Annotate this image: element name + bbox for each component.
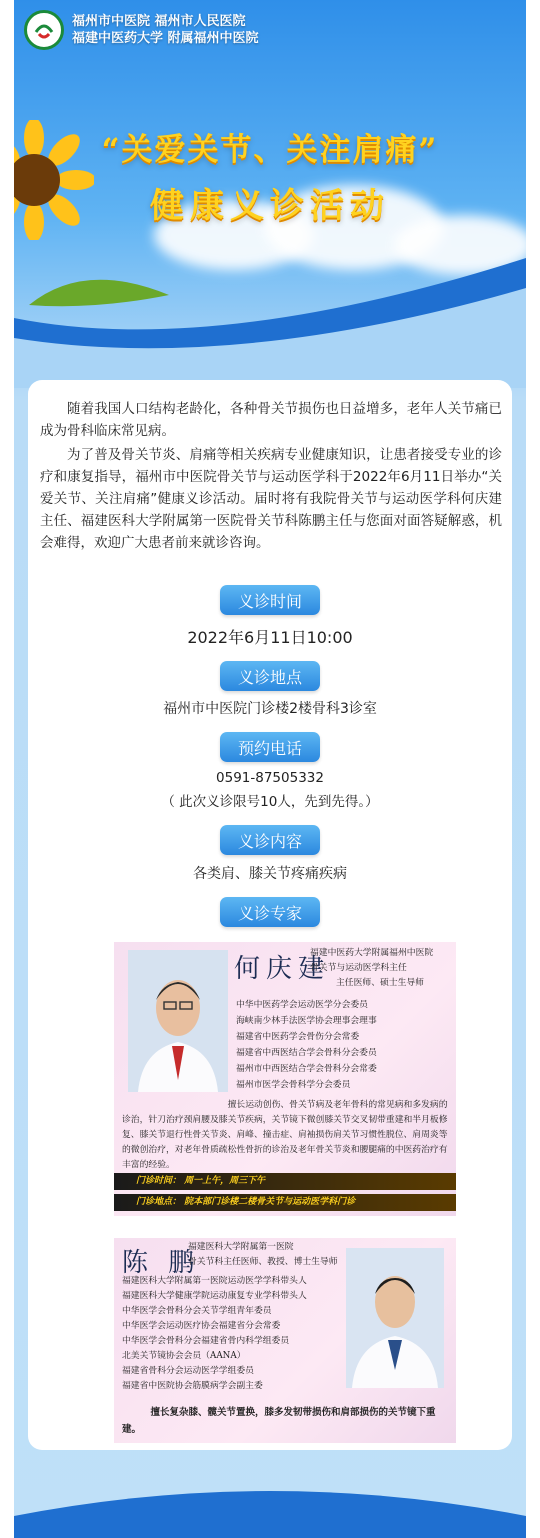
doctor-title: 主任医师、硕士生导师 [336, 978, 424, 988]
time-section-badge: 义诊时间 [220, 585, 320, 615]
doctor-affiliation: 福建中医药大学附属福州中医院 [310, 948, 434, 958]
intro-paragraph-2: 为了普及骨关节炎、肩痛等相关疾病专业健康知识，让患者接受专业的诊疗和康复指导，福州市中医院骨关节与运动医学科于2022年6月11日举办“关爱关节、关注肩痛”健康义诊活动。届时将有我院骨关节与运动医学科何庆建主任、福建医科大学附属第一医院骨关节科陈鹏主任与您面对面答疑解惑，机会难得，欢迎广大患者前来就诊咨询。 [40, 447, 502, 551]
doctor-photo-chen [346, 1248, 444, 1388]
hospital-name-line1: 福州市中医院 福州市人民医院 [72, 14, 246, 29]
phone-section-badge: 预约电话 [220, 732, 320, 762]
clinic-location-bar: 门诊地点： 院本部门诊楼二楼骨关节与运动医学科门诊 [114, 1194, 456, 1211]
phone-note: （ 此次义诊限号10人，先到先得。） [161, 794, 379, 810]
hospital-name-line2: 福建中医药大学 附属福州中医院 [72, 31, 259, 46]
intro-paragraph-1: 随着我国人口结构老龄化，各种骨关节损伤也日益增多，老年人关节痛已成为骨科临床常见病。 [40, 401, 502, 439]
doctor-role: 中华医学会骨科分会福建省骨内科学组委员 [122, 1336, 290, 1346]
doctor-role: 福建医科大学健康学院运动康复专业学科带头人 [122, 1291, 307, 1301]
doctor-card-chen [114, 1238, 456, 1443]
doctor-affiliation: 福建医科大学附属第一医院 [188, 1242, 294, 1252]
expert-section-badge: 义诊专家 [220, 897, 320, 927]
content-card [28, 380, 512, 1450]
doctor-description: 擅长运动创伤、骨关节病及老年骨科的常见病和多发病的诊治，针刀治疗颈肩腰及膝关节疾病，关节镜下微创膝关节交叉韧带重建和半月板修复、膝关节退行性骨关节炎、肩峰、撞击症、肩袖损伤肩关节习惯性脱位、肩周炎等的微创治疗，对老年骨质疏松性骨折的诊治及老年骨关节炎和腰腿痛的中医药治疗有丰富的经验。 [122, 1100, 448, 1170]
doctor-role: 福建省骨科分会运动医学学组委员 [122, 1366, 254, 1376]
doctor-description: 擅长复杂膝、髋关节置换，膝多发韧带损伤和肩部损伤的关节镜下重建。 [122, 1407, 436, 1435]
poster-page [14, 0, 526, 1538]
place-section-badge: 义诊地点 [220, 661, 320, 691]
doctor-title: 骨关节科主任医师、教授、博士生导师 [188, 1257, 338, 1267]
doctor-card-he [114, 942, 456, 1216]
footer-wave [14, 1476, 526, 1538]
doctor-name-he: 何庆建 [234, 954, 331, 984]
doctor-role: 北美关节镜协会会员（AANA） [122, 1351, 246, 1361]
doctor-photo-he [128, 950, 228, 1092]
doctor-role: 中华中医药学会运动医学分会委员 [236, 1000, 368, 1010]
doctor-role: 福建省中西医结合学会骨科分会委员 [236, 1048, 377, 1058]
doctor-role: 中华医学会运动医疗协会福建省分会常委 [122, 1321, 281, 1331]
doctor-title: 骨关节与运动医学科主任 [310, 963, 407, 973]
doctor-role: 福州市中西医结合学会骨科分会常委 [236, 1064, 377, 1074]
doctor-role: 福建省中医药学会骨伤分会常委 [236, 1032, 360, 1042]
event-place: 福州市中医院门诊楼2楼骨科3诊室 [163, 701, 377, 717]
doctor-role: 海峡南少林手法医学协会理事会理事 [236, 1016, 377, 1026]
clinic-hours-bar: 门诊时间： 周一上午，周三下午 [114, 1173, 456, 1190]
doctor-role: 福建省中医院协会筋膜病学会副主委 [122, 1381, 263, 1391]
event-content: 各类肩、膝关节疼痛疾病 [193, 866, 347, 882]
doctor-name-chen: 陈 鹏 [122, 1248, 201, 1278]
phone-number[interactable]: 0591-87505332 [216, 770, 324, 786]
doctor-role: 中华医学会骨科分会关节学组青年委员 [122, 1306, 272, 1316]
doctor-role: 福建医科大学附属第一医院运动医学学科带头人 [122, 1276, 307, 1286]
event-time: 2022年6月11日10:00 [187, 628, 353, 647]
hospital-logo-icon [24, 10, 64, 50]
header-wave [14, 248, 526, 388]
doctor-role: 福州市医学会骨科学分会委员 [236, 1080, 351, 1090]
content-section-badge: 义诊内容 [220, 825, 320, 855]
event-title-line2: 健康义诊活动 [150, 186, 390, 226]
event-title-line1: “关爱关节、关注肩痛” [101, 132, 439, 168]
header-logos [24, 10, 259, 50]
